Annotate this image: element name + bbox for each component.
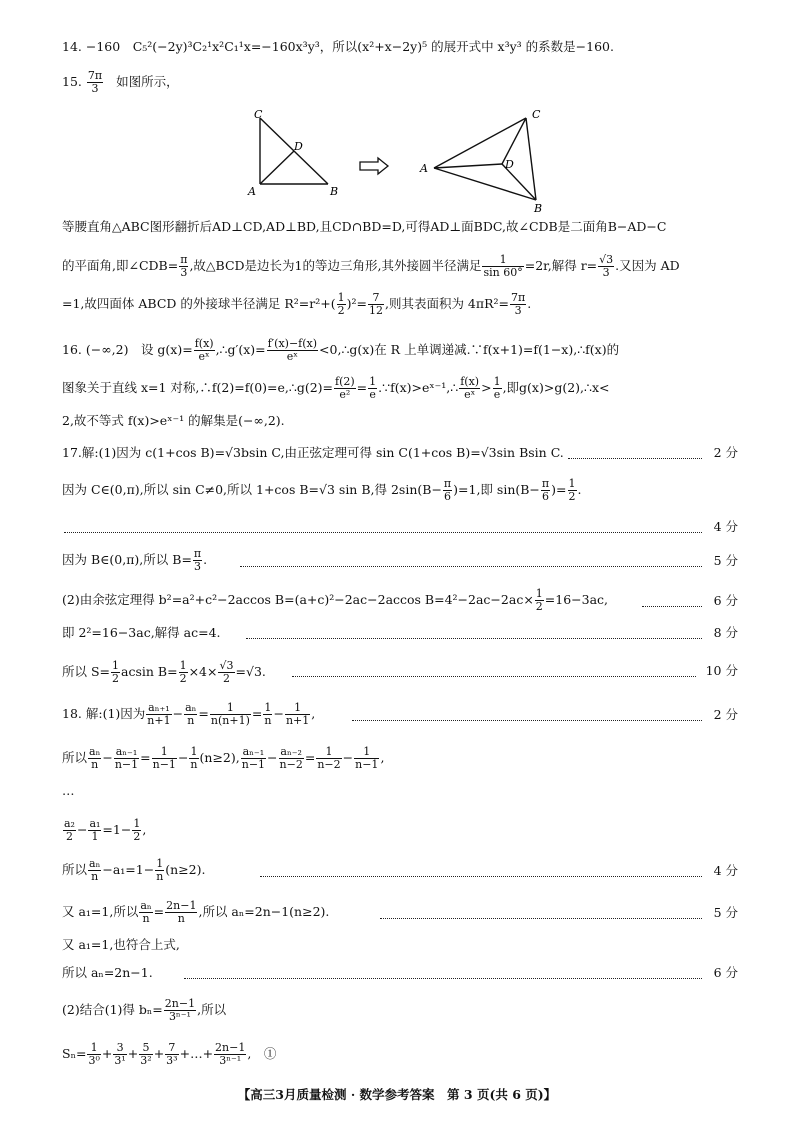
q18-line7: 又 a₁=1,也符合上式, bbox=[62, 937, 180, 952]
q18-line10: Sₙ= $\frac{1}{\text{3⁰}}$ + $\frac{3}{\text{3¹}}$ + $\frac{5}{\text{3²}}$ + $\frac{7}{\text{3³}}$ +…+ $\frac{2n-1}{\text{3ⁿ⁻¹}}$ , ① bbox=[62, 1041, 277, 1067]
score-label: 5 分 bbox=[713, 905, 738, 920]
answer-fraction: $\frac{7\pi}{3}$ bbox=[87, 69, 103, 95]
q16-line3: 2,故不等式 f(x)>eˣ⁻¹ 的解集是(−∞,2). bbox=[62, 413, 285, 428]
dot-leader bbox=[64, 532, 702, 533]
score-label: 4 分 bbox=[713, 863, 738, 878]
question-number: 16. bbox=[62, 342, 82, 357]
dot-leader bbox=[260, 876, 702, 877]
q16-line1: 16. (−∞,2) 设 g(x)= $\frac{f(x)}{\text{eˣ}}$ ,∴g′(x)= $\frac{f'(x)-f(x)}{\text{eˣ}}$ <0,∴g(x)在 R 上单调递减.∵f(x+1)=f(1−x),∴f(x)的 bbox=[62, 337, 620, 363]
q18-line3: … bbox=[62, 783, 75, 798]
q17-line4: (2)由余弦定理得 b²=a²+c²−2accos B=(a+c)²−2ac−2accos B=4²−2ac−2ac× $\frac{1}{2}$ =16−3ac, bbox=[62, 587, 609, 613]
label-c: C bbox=[532, 108, 541, 121]
dot-leader bbox=[568, 458, 702, 459]
score-label: 10 分 bbox=[705, 663, 738, 678]
label-d: D bbox=[505, 158, 514, 171]
q15-line3: =1,故四面体 ABCD 的外接球半径满足 R²=r²+( $\frac{1}{2}$ )²= $\frac{7}{12}$ ,则其表面积为 4πR²= $\frac{7\pi}{3}$ . bbox=[62, 291, 532, 317]
question-number: 18. bbox=[62, 706, 82, 721]
dot-leader bbox=[292, 676, 696, 677]
q14-line bbox=[62, 38, 614, 56]
page-footer: 【高三3月质量检测 · 数学参考答案 第 3 页(共 6 页)】 bbox=[237, 1087, 557, 1102]
q18-line6: 又 a₁=1,所以 $\frac{\text{aₙ}}{n}$ = $\frac{2n-1}{n}$ ,所以 aₙ=2n−1(n≥2). bbox=[62, 899, 330, 925]
question-number: 14. bbox=[62, 39, 82, 54]
label-b: B bbox=[330, 185, 339, 198]
label-d: D bbox=[294, 140, 303, 153]
dot-leader bbox=[246, 638, 702, 639]
q15-line1: 等腰直角△ABC图形翻折后AD⊥CD,AD⊥BD,且CD∩BD=D,可得AD⊥面BDC,故∠CDB是二面角B−AD−C bbox=[62, 219, 667, 234]
q18-line5: 所以 $\frac{\text{aₙ}}{n}$ −a₁=1− $\frac{1}{n}$ (n≥2). bbox=[62, 857, 206, 883]
score-label: 5 分 bbox=[713, 553, 738, 568]
q18-line8: 所以 aₙ=2n−1. bbox=[62, 965, 153, 980]
q17-line1: 17.解:(1)因为 c(1+cos B)=√3bsin C,由正弦定理可得 sin C(1+cos B)=√3sin Bsin C. bbox=[62, 445, 564, 460]
dot-leader bbox=[380, 918, 702, 919]
edge-cb bbox=[526, 118, 536, 200]
label-b: B bbox=[534, 202, 543, 215]
lead-text: 如图所示， bbox=[116, 74, 179, 89]
q18-line2: 所以 $\frac{\text{aₙ}}{n}$ − $\frac{\text{aₙ₋₁}}{n-1}$ = $\frac{1}{n-1}$ − $\frac{1}{n}$ (n≥2), $\frac{\text{aₙ₋₁}}{n-1}$ − $\frac{\text{aₙ₋₂}}{n-2}$ = $\frac{1}{n-2}$ − $\frac{1}{n-1}$ , bbox=[62, 745, 385, 771]
score-label: 2 分 bbox=[713, 445, 738, 460]
tetrahedron-figure bbox=[414, 104, 554, 216]
label-a: A bbox=[248, 185, 256, 198]
question-number: 17. bbox=[62, 445, 82, 460]
q16-line2: 图象关于直线 x=1 对称,∴f(2)=f(0)=e,∴g(2)= $\frac{f(2)}{\text{e²}}$ = $\frac{1}{e}$ .∵f(x)>eˣ⁻¹,∴ $\frac{f(x)}{\text{eˣ}}$ > $\frac{1}{e}$ ,即g(x)>g(2),∴x< bbox=[62, 375, 610, 401]
question-number: 15. bbox=[62, 74, 82, 89]
q17-line5: 即 2²=16−3ac,解得 ac=4. bbox=[62, 625, 221, 640]
edge-ad bbox=[260, 151, 294, 184]
score-label: 6 分 bbox=[713, 965, 738, 980]
q15-line bbox=[62, 70, 179, 95]
score-label: 6 分 bbox=[713, 593, 738, 608]
q18-line9: (2)结合(1)得 bₙ= $\frac{2n-1}{\text{3ⁿ⁻¹}}$ ,所以 bbox=[62, 997, 227, 1023]
label-a: A bbox=[420, 162, 428, 175]
dot-leader bbox=[352, 720, 702, 721]
label-c: C bbox=[254, 108, 263, 121]
q17-line3: 因为 B∈(0,π),所以 B= $\frac{\pi}{3}$ . bbox=[62, 547, 208, 573]
score-label: 8 分 bbox=[713, 625, 738, 640]
answer-text: −160 C₅²(−2y)³C₂¹x²C₁¹x=−160x³y³，所以(x²+x−2y)⁵ 的展开式中 x³y³ 的系数是−160. bbox=[85, 39, 614, 54]
triangle-figure bbox=[236, 104, 356, 200]
q18-line4: $\frac{\text{a₂}}{2}$ − $\frac{\text{a₁}}{1}$ =1− $\frac{1}{2}$ , bbox=[64, 817, 147, 843]
score-label: 4 分 bbox=[713, 519, 738, 534]
q15-line2: 的平面角,即∠CDB= $\frac{\pi}{3}$ ,故△BCD是边长为1的等边三角形,其外接圆半径满足 $\frac{1}{\sin 60^\circ}$ =2r,解得 r= $\frac{√3}{3}$ .又因为 AD bbox=[62, 253, 680, 279]
dot-leader bbox=[184, 978, 702, 979]
q18-line1: 18. 解:(1)因为 $\frac{\text{aₙ₊₁}}{n+1}$ − $\frac{\text{aₙ}}{n}$ = $\frac{1}{n(n+1)}$ = $\frac{1}{n}$ − $\frac{1}{n+1}$ , bbox=[62, 701, 316, 727]
arrow-icon bbox=[358, 156, 392, 176]
score-label: 2 分 bbox=[713, 707, 738, 722]
dot-leader bbox=[240, 566, 702, 567]
edge-ad bbox=[434, 164, 502, 168]
q17-line2: 因为 C∈(0,π),所以 sin C≠0,所以 1+cos B=√3 sin B,得 2sin(B− $\frac{\pi}{6}$ )=1,即 sin(B− $\frac{\pi}{6}$ )= $\frac{1}{2}$ . bbox=[62, 477, 582, 503]
dot-leader bbox=[642, 606, 702, 607]
q17-line6: 所以 S= $\frac{1}{2}$ acsin B= $\frac{1}{2}$ ×4× $\frac{√3}{2}$ =√3. bbox=[62, 659, 266, 685]
